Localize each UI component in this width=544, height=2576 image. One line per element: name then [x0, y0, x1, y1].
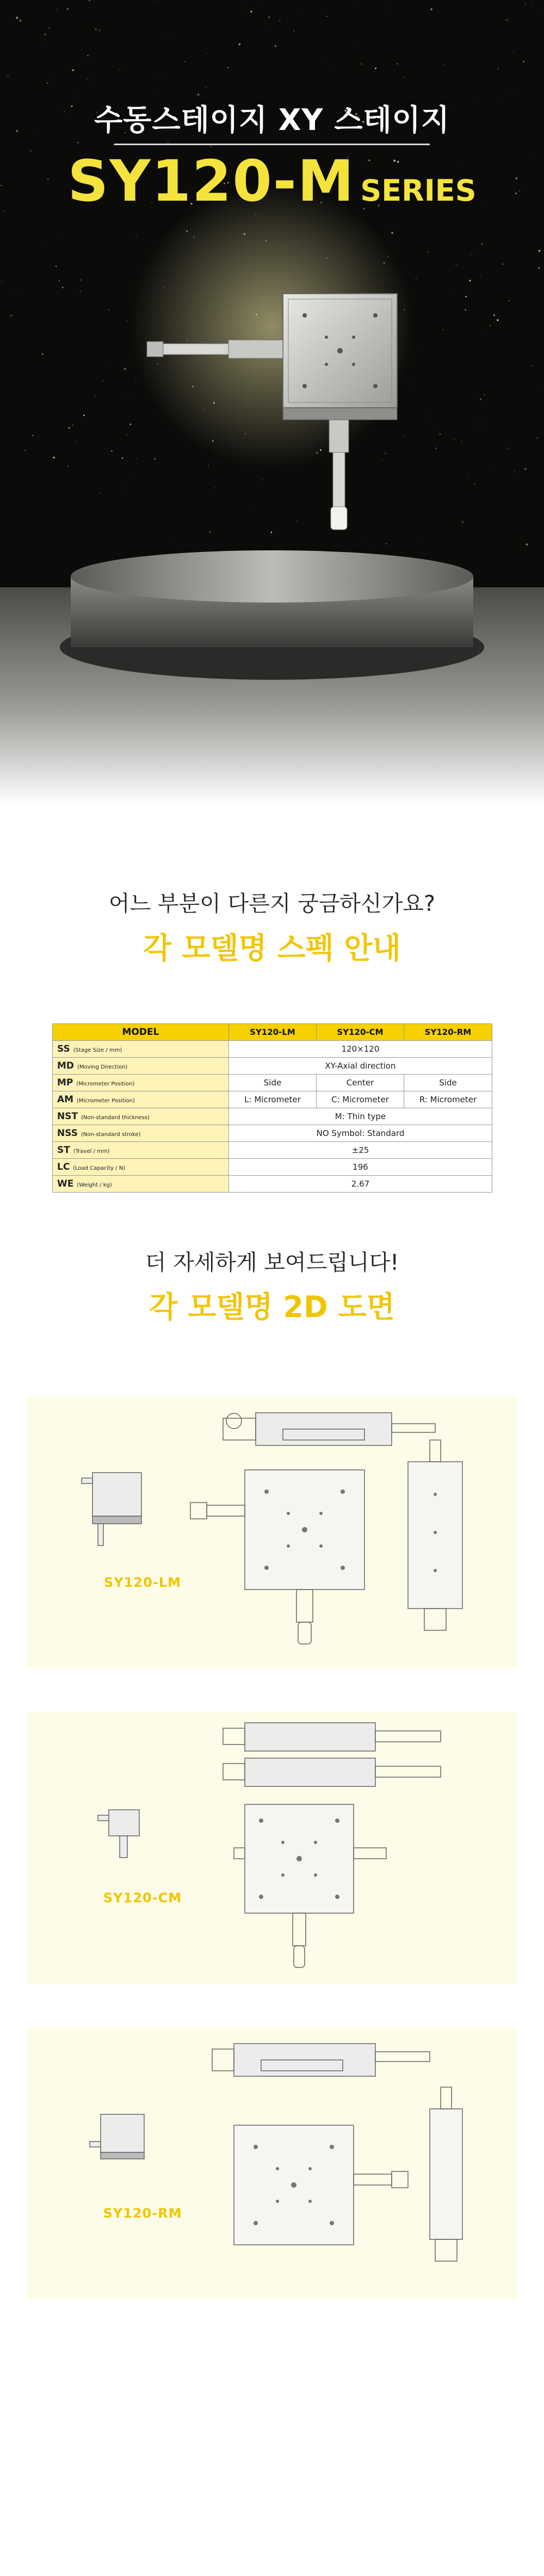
spec-row-label	[53, 1108, 229, 1125]
header-cell: MODEL	[53, 1024, 229, 1041]
spec-row-label	[53, 1058, 229, 1075]
spec-row-label	[53, 1125, 229, 1142]
spec-table-wrapper	[52, 1023, 492, 1193]
spec-row-label	[53, 1159, 229, 1176]
spec-row-label	[53, 1142, 229, 1159]
spec-row-we	[53, 1176, 492, 1193]
drawing-heading: 각 모델명 2D 도면	[149, 1290, 395, 1324]
spec-row-label	[53, 1041, 229, 1058]
hero-model-heading	[0, 148, 544, 214]
spec-heading: 각 모델명 스펙 안내	[143, 931, 401, 965]
spec-code: ST	[57, 1145, 70, 1156]
hero-model-name: SY120-M	[67, 148, 355, 214]
drawing-card-lm	[27, 1396, 517, 1668]
spec-value: M: Thin type	[229, 1108, 492, 1125]
spec-value: L: Micrometer	[229, 1091, 317, 1108]
spec-value: Side	[229, 1075, 317, 1091]
cm-drawing	[27, 1712, 517, 1984]
spec-value: XY-Axial direction	[229, 1058, 492, 1075]
spec-row-label	[53, 1091, 229, 1108]
spec-code: AM	[57, 1094, 74, 1105]
header-cell: SY120-LM	[229, 1024, 317, 1041]
drawing-card-rm	[27, 2027, 517, 2299]
spec-code: MP	[57, 1077, 73, 1088]
hero-series-label: SERIES	[360, 173, 477, 208]
spec-value: Side	[404, 1075, 492, 1091]
spec-code: LC	[57, 1162, 70, 1172]
hero-banner	[0, 0, 544, 805]
drawing-question: 더 자세하게 보여드립니다!	[145, 1250, 399, 1275]
spec-row-st	[53, 1142, 492, 1159]
spec-value: NO Symbol: Standard	[229, 1125, 492, 1142]
spec-code-desc: (Micrometer Position)	[77, 1098, 135, 1104]
spec-table	[52, 1023, 492, 1193]
spec-code: NSS	[57, 1128, 78, 1139]
spec-value: R: Micrometer	[404, 1091, 492, 1108]
drawing-card-cm	[27, 1712, 517, 1984]
header-cell: SY120-CM	[317, 1024, 404, 1041]
card-model-label: SY120-RM	[103, 2206, 182, 2221]
spec-code: SS	[57, 1044, 70, 1054]
spec-row-nst	[53, 1108, 492, 1125]
spec-code-desc: (Stage Size / mm)	[73, 1047, 122, 1053]
spec-value: C: Micrometer	[317, 1091, 404, 1108]
lm-drawing	[27, 1396, 517, 1668]
spec-question: 어느 부분이 다른지 궁금하신가요?	[108, 891, 436, 916]
spec-code-desc: (Micrometer Position)	[76, 1081, 135, 1087]
spec-code-desc: (Travel / mm)	[73, 1149, 110, 1154]
spec-row-mp	[53, 1075, 492, 1091]
spec-value: 120×120	[229, 1041, 492, 1058]
spec-table-body	[53, 1041, 492, 1193]
spec-code-desc: (Weight / kg)	[77, 1182, 112, 1188]
spec-row-label	[53, 1176, 229, 1193]
card-model-label: SY120-CM	[103, 1890, 182, 1905]
spec-code-desc: (Load Capacity / N)	[73, 1165, 126, 1171]
spec-row-lc	[53, 1159, 492, 1176]
drawing-heading-block	[0, 1245, 544, 1326]
hero-title: 수동스테이지 XY 스테이지	[94, 103, 450, 137]
spec-code-desc: (Moving Direction)	[77, 1064, 128, 1070]
drawing-section	[0, 1196, 544, 2392]
spec-header-row	[53, 1024, 492, 1041]
spec-code-desc: (Non-standard thickness)	[81, 1115, 150, 1121]
spec-value: ±25	[229, 1142, 492, 1159]
spec-heading-block	[0, 886, 544, 967]
spec-code: NST	[57, 1111, 78, 1122]
hero-divider	[114, 144, 430, 145]
spec-row-ss	[53, 1041, 492, 1058]
spec-row-nss	[53, 1125, 492, 1142]
spec-row-label	[53, 1075, 229, 1091]
spec-code-desc: (Non-standard stroke)	[81, 1132, 141, 1138]
spec-value: 196	[229, 1159, 492, 1176]
spec-section	[0, 805, 544, 1196]
spec-row-md	[53, 1058, 492, 1075]
spec-code: MD	[57, 1060, 75, 1071]
spec-value: Center	[317, 1075, 404, 1091]
rm-drawing	[27, 2027, 517, 2299]
spec-row-am	[53, 1091, 492, 1108]
spec-value: 2.67	[229, 1176, 492, 1193]
spec-code: WE	[57, 1178, 74, 1189]
card-model-label: SY120-LM	[104, 1575, 181, 1590]
header-cell: SY120-RM	[404, 1024, 492, 1041]
